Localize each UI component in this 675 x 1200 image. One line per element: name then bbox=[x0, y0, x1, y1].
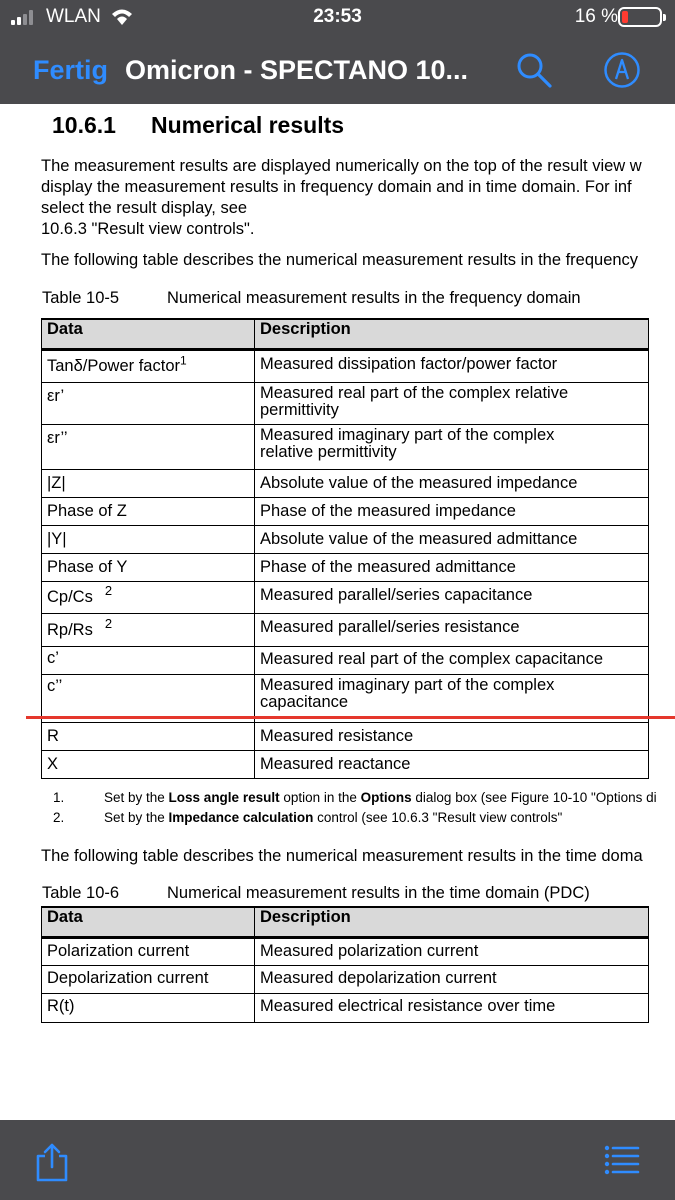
table-row bbox=[42, 424, 649, 469]
data-cell: c’ bbox=[42, 646, 255, 674]
time-domain-intro: The following table describes the numerical measurement results in the time doma bbox=[41, 847, 643, 865]
column-header-description: Description bbox=[255, 319, 649, 349]
data-cell: Rp/Rs bbox=[47, 620, 93, 639]
table-row bbox=[42, 497, 649, 525]
frequency-domain-table bbox=[41, 318, 649, 779]
footnote-ref: 2 bbox=[104, 582, 113, 598]
description-cell: Measured dissipation factor/power factor bbox=[255, 349, 649, 382]
table-label: Table 10-6 bbox=[42, 884, 120, 902]
document-page[interactable] bbox=[0, 104, 675, 1120]
table-row bbox=[42, 722, 649, 750]
column-header-data: Data bbox=[42, 319, 255, 349]
footnote-number: 2. bbox=[53, 810, 65, 825]
bottom-toolbar bbox=[0, 1120, 675, 1200]
section-title: Numerical results bbox=[151, 112, 345, 138]
section-number: 10.6.1 bbox=[52, 112, 116, 138]
description-cell: Measured parallel/series resistance bbox=[255, 613, 649, 646]
intro-line: The measurement results are displayed numerically on the top of the result view w bbox=[41, 157, 642, 175]
table-row bbox=[42, 646, 649, 674]
footnote-text bbox=[104, 788, 657, 808]
status-time: 23:53 bbox=[313, 6, 362, 27]
footnote-bold: Options bbox=[360, 790, 412, 805]
footnote-text-part: control (see 10.6.3 "Result view controls" bbox=[313, 810, 563, 825]
description-cell: Measured real part of the complex capacitance bbox=[255, 646, 649, 674]
description-cell-continued: capacitance bbox=[260, 692, 349, 711]
table-caption: Numerical measurement results in the time domain (PDC) bbox=[167, 884, 590, 902]
table-caption: Numerical measurement results in the frequency domain bbox=[167, 289, 581, 307]
data-cell: εr’ bbox=[42, 382, 255, 424]
data-cell: Phase of Y bbox=[42, 553, 255, 581]
footnote-ref: 2 bbox=[104, 615, 113, 631]
top-bar bbox=[0, 0, 675, 104]
data-cell: X bbox=[42, 750, 255, 778]
table-of-contents-icon[interactable] bbox=[604, 1144, 640, 1176]
share-icon[interactable] bbox=[34, 1142, 70, 1182]
document-title: Omicron - SPECTANO 10... bbox=[125, 55, 469, 85]
time-domain-table bbox=[41, 906, 649, 1023]
description-cell: Measured real part of the complex relative bbox=[260, 383, 569, 402]
description-cell: Phase of the measured impedance bbox=[255, 497, 649, 525]
description-cell: Measured polarization current bbox=[255, 937, 649, 965]
description-cell: Absolute value of the measured impedance bbox=[255, 469, 649, 497]
done-button[interactable]: Fertig bbox=[33, 55, 109, 85]
column-header-data: Data bbox=[42, 907, 255, 937]
data-cell: R bbox=[42, 722, 255, 750]
nav-bar bbox=[0, 44, 675, 96]
data-cell: Phase of Z bbox=[42, 497, 255, 525]
search-icon[interactable] bbox=[514, 50, 554, 90]
data-cell: |Z| bbox=[42, 469, 255, 497]
data-cell: Cp/Cs bbox=[47, 587, 93, 606]
column-header-description: Description bbox=[255, 907, 649, 937]
footnote-number: 1. bbox=[53, 790, 65, 805]
description-cell: Measured electrical resistance over time bbox=[255, 993, 649, 1022]
footnote-text bbox=[104, 808, 562, 828]
table-row bbox=[42, 553, 649, 581]
description-cell: Measured parallel/series capacitance bbox=[255, 581, 649, 613]
table-label: Table 10-5 bbox=[42, 289, 120, 307]
table-row bbox=[42, 993, 649, 1022]
carrier-label: WLAN bbox=[46, 6, 101, 27]
description-cell: Absolute value of the measured admittance bbox=[255, 525, 649, 553]
frequency-intro: The following table describes the numerical measurement results in the frequency bbox=[41, 251, 639, 269]
description-cell: Measured resistance bbox=[255, 722, 649, 750]
description-cell: Measured depolarization current bbox=[255, 965, 649, 993]
table-row bbox=[42, 937, 649, 965]
footnote-text-part: Set by the bbox=[104, 810, 169, 825]
battery-icon bbox=[618, 7, 662, 27]
description-cell: Phase of the measured admittance bbox=[255, 553, 649, 581]
battery-percent: 16 % bbox=[574, 6, 618, 27]
footnote-text-part: Set by the bbox=[104, 790, 169, 805]
status-bar bbox=[0, 0, 675, 34]
description-cell-continued: relative permittivity bbox=[260, 442, 397, 461]
table-row bbox=[42, 382, 649, 424]
description-cell-continued: permittivity bbox=[260, 400, 339, 419]
table-row bbox=[42, 469, 649, 497]
description-cell: Measured reactance bbox=[255, 750, 649, 778]
table-row bbox=[42, 613, 649, 646]
data-cell: |Y| bbox=[42, 525, 255, 553]
data-cell: R(t) bbox=[42, 993, 255, 1022]
table-row bbox=[42, 525, 649, 553]
highlight-line bbox=[26, 716, 675, 719]
data-cell: Depolarization current bbox=[42, 965, 255, 993]
markup-icon[interactable] bbox=[603, 51, 641, 89]
table-row bbox=[42, 674, 649, 722]
footnote-text-part: option in the bbox=[279, 790, 361, 805]
description-cell: Measured imaginary part of the complex bbox=[260, 675, 555, 694]
table-row bbox=[42, 349, 649, 382]
intro-line: 10.6.3 "Result view controls". bbox=[41, 220, 255, 238]
footnote-bold: Loss angle result bbox=[168, 790, 280, 805]
footnote-text-part: dialog box (see Figure 10-10 "Options di bbox=[411, 790, 657, 805]
footnote-ref: 1 bbox=[180, 353, 187, 367]
data-cell: Polarization current bbox=[42, 937, 255, 965]
data-cell: Tanδ/Power factor bbox=[47, 356, 180, 375]
table-row bbox=[42, 581, 649, 613]
data-cell: εr’’ bbox=[42, 424, 255, 469]
intro-line: select the result display, see bbox=[41, 199, 248, 217]
table-row bbox=[42, 750, 649, 778]
data-cell: c’’ bbox=[42, 674, 255, 722]
description-cell: Measured imaginary part of the complex bbox=[260, 425, 555, 444]
intro-line: display the measurement results in frequency domain and in time domain. For inf bbox=[41, 178, 632, 196]
table-row bbox=[42, 965, 649, 993]
footnote-bold: Impedance calculation bbox=[168, 810, 314, 825]
